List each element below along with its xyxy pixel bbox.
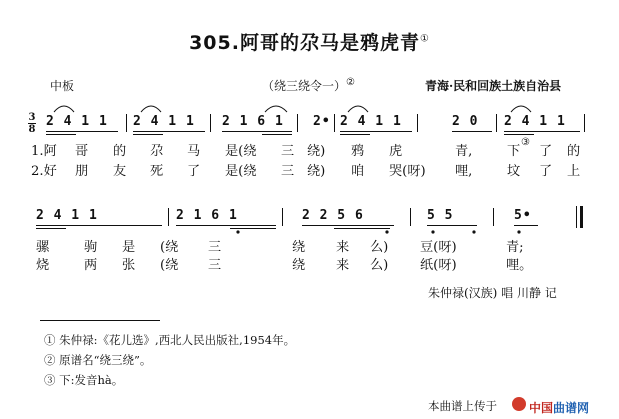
measure-8-notes: 2 4 1 1 bbox=[36, 208, 98, 223]
watermark-brand-a: 中国 bbox=[529, 401, 554, 415]
lyric-syllable: 绕 bbox=[292, 258, 306, 273]
lyric-syllable: 哭(呀) bbox=[389, 164, 426, 179]
measure-5-notes: 2 4 1 1 bbox=[340, 114, 402, 129]
footnote-1: ① 朱仲禄:《花儿选》,西北人民出版社,1954年。 bbox=[44, 333, 296, 347]
lyric-syllable: 三 bbox=[281, 144, 295, 159]
beam-line bbox=[504, 131, 580, 132]
watermark-brand-b: 曲谱网 bbox=[553, 401, 590, 415]
lyric-syllable: 三 bbox=[208, 240, 222, 255]
lyric-syllable: 绕) bbox=[307, 164, 326, 179]
watermark-brand bbox=[529, 397, 589, 416]
lyric-syllable: 么) bbox=[370, 240, 389, 255]
beam-line bbox=[46, 134, 76, 135]
time-signature-bottom: 8 bbox=[28, 124, 36, 135]
lyric-syllable: 烧 bbox=[36, 258, 50, 273]
lyric-syllable: 么) bbox=[370, 258, 389, 273]
site-logo-icon bbox=[512, 397, 526, 411]
measure-7-notes: 2 4 1 1 bbox=[504, 114, 566, 129]
lyric-syllable: 哥 bbox=[75, 144, 89, 159]
lyric-syllable: 纸(呀) bbox=[420, 258, 457, 273]
lyric-syllable: 的 bbox=[113, 144, 127, 159]
final-barline-thin bbox=[576, 206, 577, 228]
lyric-syllable: 了 bbox=[187, 164, 201, 179]
lyric-syllable: 上 bbox=[567, 164, 581, 179]
measure-10-notes: 2 2 5 6 bbox=[302, 208, 364, 223]
time-signature-top: 3 bbox=[28, 112, 36, 123]
lyric-syllable: 鸦 bbox=[351, 144, 365, 159]
lyric-syllable: 三 bbox=[281, 164, 295, 179]
lyric-syllable: 坟 bbox=[507, 164, 521, 179]
lyric-syllable: 张 bbox=[122, 258, 136, 273]
lyric-syllable: 豆(呀) bbox=[420, 240, 457, 255]
lyric-footnote-marker: ③ bbox=[521, 137, 530, 148]
lyric-syllable: 马 bbox=[187, 144, 201, 159]
barline bbox=[493, 208, 494, 226]
tune-name bbox=[262, 77, 355, 94]
lyric-syllable: 死 bbox=[150, 164, 164, 179]
lyric-syllable: (绕 bbox=[160, 240, 179, 255]
barline bbox=[410, 208, 411, 226]
measure-9-notes: 2 1 6 1 bbox=[176, 208, 238, 223]
song-title-text: 305.阿哥的尕马是鸦虎青 bbox=[189, 32, 420, 54]
lyric-syllable: 是(绕 bbox=[225, 144, 257, 159]
lyric-syllable: 哩。 bbox=[506, 258, 533, 273]
lyric-syllable: 青; bbox=[506, 240, 524, 255]
measure-2-notes: 2 4 1 1 bbox=[133, 114, 195, 129]
beam-line bbox=[262, 134, 292, 135]
final-barline-thick bbox=[580, 206, 583, 228]
lyric-syllable: (绕 bbox=[160, 258, 179, 273]
beam-line bbox=[340, 131, 412, 132]
measure-6-notes: 2 0 bbox=[452, 114, 479, 129]
beam-line bbox=[222, 131, 292, 132]
title-footnote-marker: ① bbox=[419, 33, 430, 45]
barline bbox=[282, 208, 283, 226]
lyric-syllable: 朋 bbox=[75, 164, 89, 179]
beam-line bbox=[452, 131, 492, 132]
lyric-syllable: 哩, bbox=[455, 164, 473, 179]
lyric-syllable: 了 bbox=[539, 144, 553, 159]
lyric-syllable: 1.阿 bbox=[31, 144, 57, 159]
lyric-syllable: 是(绕 bbox=[225, 164, 257, 179]
lyric-syllable: 尕 bbox=[150, 144, 164, 159]
measure-1-notes: 2 4 1 1 bbox=[46, 114, 108, 129]
tempo-marking: 中板 bbox=[50, 79, 75, 93]
measure-12-notes: 5• bbox=[514, 208, 532, 223]
lyric-syllable: 来 bbox=[336, 240, 350, 255]
footnote-3: ③ 下:发音hà。 bbox=[44, 373, 124, 387]
lyric-syllable: 友 bbox=[113, 164, 127, 179]
measure-11-notes: 5 5 bbox=[427, 208, 454, 223]
watermark-prefix: 本曲谱上传于 bbox=[428, 399, 497, 413]
lyric-syllable: 绕) bbox=[307, 144, 326, 159]
measure-4-notes: 2• bbox=[313, 114, 331, 129]
lyric-syllable: 的 bbox=[567, 144, 581, 159]
footnote-divider bbox=[40, 320, 160, 321]
lyric-syllable: 下 bbox=[507, 144, 521, 159]
lyric-syllable: 是 bbox=[122, 240, 136, 255]
lyric-syllable: 青, bbox=[455, 144, 473, 159]
performer-credits: 朱仲禄(汉族) 唱 川静 记 bbox=[428, 286, 557, 300]
beam-line bbox=[133, 134, 163, 135]
lyric-syllable: 来 bbox=[336, 258, 350, 273]
lyric-syllable: 虎 bbox=[389, 144, 403, 159]
lyric-syllable: 了 bbox=[539, 164, 553, 179]
region-label: 青海·民和回族土族自治县 bbox=[425, 79, 562, 93]
tune-name-text: （绕三绕令一） bbox=[262, 79, 347, 93]
lyric-syllable: 驹 bbox=[84, 240, 98, 255]
beam-line bbox=[340, 134, 370, 135]
lyric-syllable: 两 bbox=[84, 258, 98, 273]
barline bbox=[168, 208, 169, 226]
beam-line bbox=[504, 134, 534, 135]
lyric-syllable: 咱 bbox=[351, 164, 365, 179]
beam-line bbox=[46, 131, 118, 132]
lyric-syllable: 三 bbox=[208, 258, 222, 273]
lyric-syllable: 骡 bbox=[36, 240, 50, 255]
tune-footnote-marker: ② bbox=[346, 77, 355, 88]
lyric-syllable: 2.好 bbox=[31, 164, 57, 179]
lyric-syllable: 绕 bbox=[292, 240, 306, 255]
slur-marks bbox=[0, 96, 619, 118]
song-title bbox=[0, 28, 619, 55]
measure-3-notes: 2 1 6 1 bbox=[222, 114, 284, 129]
footnote-2: ② 原谱名“绕三绕”。 bbox=[44, 353, 152, 367]
beam-line bbox=[133, 131, 205, 132]
